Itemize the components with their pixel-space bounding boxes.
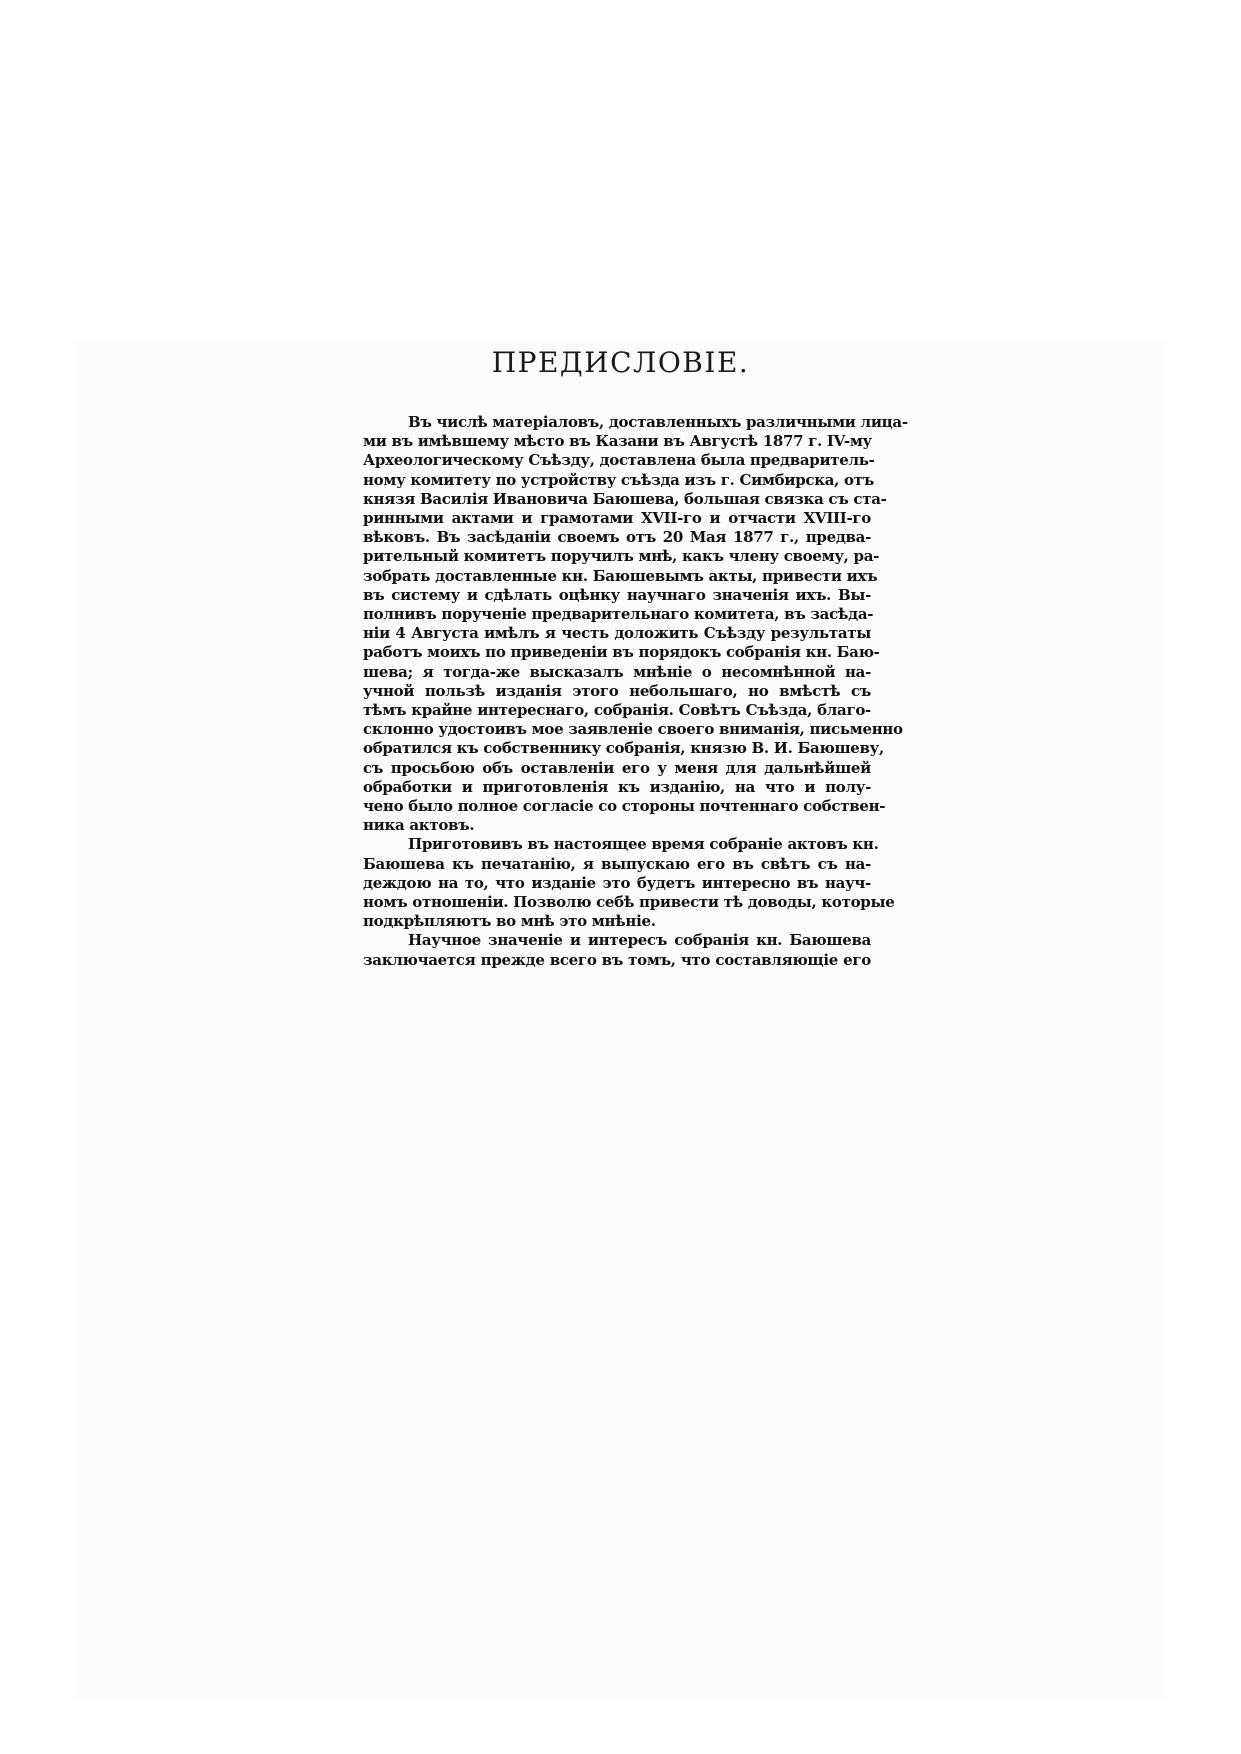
text-line: вѣковъ. Въ засѣданіи своемъ отъ 20 Мая 1877 г., предва- <box>363 528 871 547</box>
preface-body <box>363 413 908 970</box>
text-line: рительный комитетъ поручилъ мнѣ, какъ члену своему, ра- <box>363 547 880 566</box>
text-line: съ просьбою объ оставленіи его у меня для дальнѣйшей <box>363 758 871 777</box>
text-line: ному комитету по устройству съѣзда изъ г. Симбирска, отъ <box>363 470 874 489</box>
text-line: номъ отношеніи. Позволю себѣ привести тѣ доводы, которые <box>363 893 895 912</box>
text-line: зобрать доставленные кн. Баюшевымъ акты, привести ихъ <box>363 566 878 585</box>
text-line: обработки и приготовленія къ изданію, на что и полу- <box>363 777 871 796</box>
text-line: ринными актами и грамотами XVII-го и отчасти XVIII-го <box>363 509 871 528</box>
text-line: Баюшева къ печатанію, я выпускаю его въ свѣтъ съ на- <box>363 854 871 873</box>
text-line: работъ моихъ по приведеніи въ порядокъ собранія кн. Баю- <box>363 643 880 662</box>
text-line: Научное значеніе и интересъ собранія кн. Баюшева <box>408 931 871 950</box>
text-line: чено было полное согласіе со стороны почтеннаго собствен- <box>363 797 886 816</box>
paragraph <box>363 931 871 969</box>
text-line: подкрѣпляютъ во мнѣ это мнѣніе. <box>363 912 656 931</box>
text-line: тѣмъ крайне интереснаго, собранія. Совѣтъ Съѣзда, благо- <box>363 701 871 720</box>
text-line: склонно удостоивъ мое заявленіе своего вниманія, письменно <box>363 720 903 739</box>
text-line: ніи 4 Августа имѣлъ я честь доложить Съѣзду результаты <box>363 624 871 643</box>
text-line: Археологическому Съѣзду, доставлена была предваритель- <box>363 451 875 470</box>
text-line: заключается прежде всего въ томъ, что составляющіе его <box>363 950 871 969</box>
text-line: князя Василія Ивановича Баюшева, большая связка съ ста- <box>363 489 887 508</box>
paragraph <box>363 835 895 931</box>
text-line: учной пользѣ изданія этого небольшаго, но вмѣстѣ съ <box>363 681 871 700</box>
text-line: ника актовъ. <box>363 816 475 835</box>
paragraph <box>363 413 908 835</box>
text-line: шева; я тогда-же высказалъ мнѣніе о несомнѣнной на- <box>363 662 871 681</box>
text-line: ми въ имѣвшему мѣсто въ Казани въ Августѣ 1877 г. IV-му <box>363 432 872 451</box>
text-line: Въ числѣ матеріаловъ, доставленныхъ различными лица- <box>408 413 908 431</box>
text-line: Приготовивъ въ настоящее время собраніе актовъ кн. <box>408 835 879 854</box>
text-line: деждою на то, что изданіе это будетъ интересно въ науч- <box>363 873 871 892</box>
page-title: ПРЕДИСЛОВІЕ. <box>491 346 750 379</box>
text-line: въ систему и сдѣлать оцѣнку научнаго значенія ихъ. Вы- <box>363 585 871 604</box>
text-line: обратился къ собственнику собранія, князю В. И. Баюшеву, <box>363 739 884 758</box>
text-line: полнивъ порученіе предварительнаго комитета, въ засѣда- <box>363 605 874 624</box>
